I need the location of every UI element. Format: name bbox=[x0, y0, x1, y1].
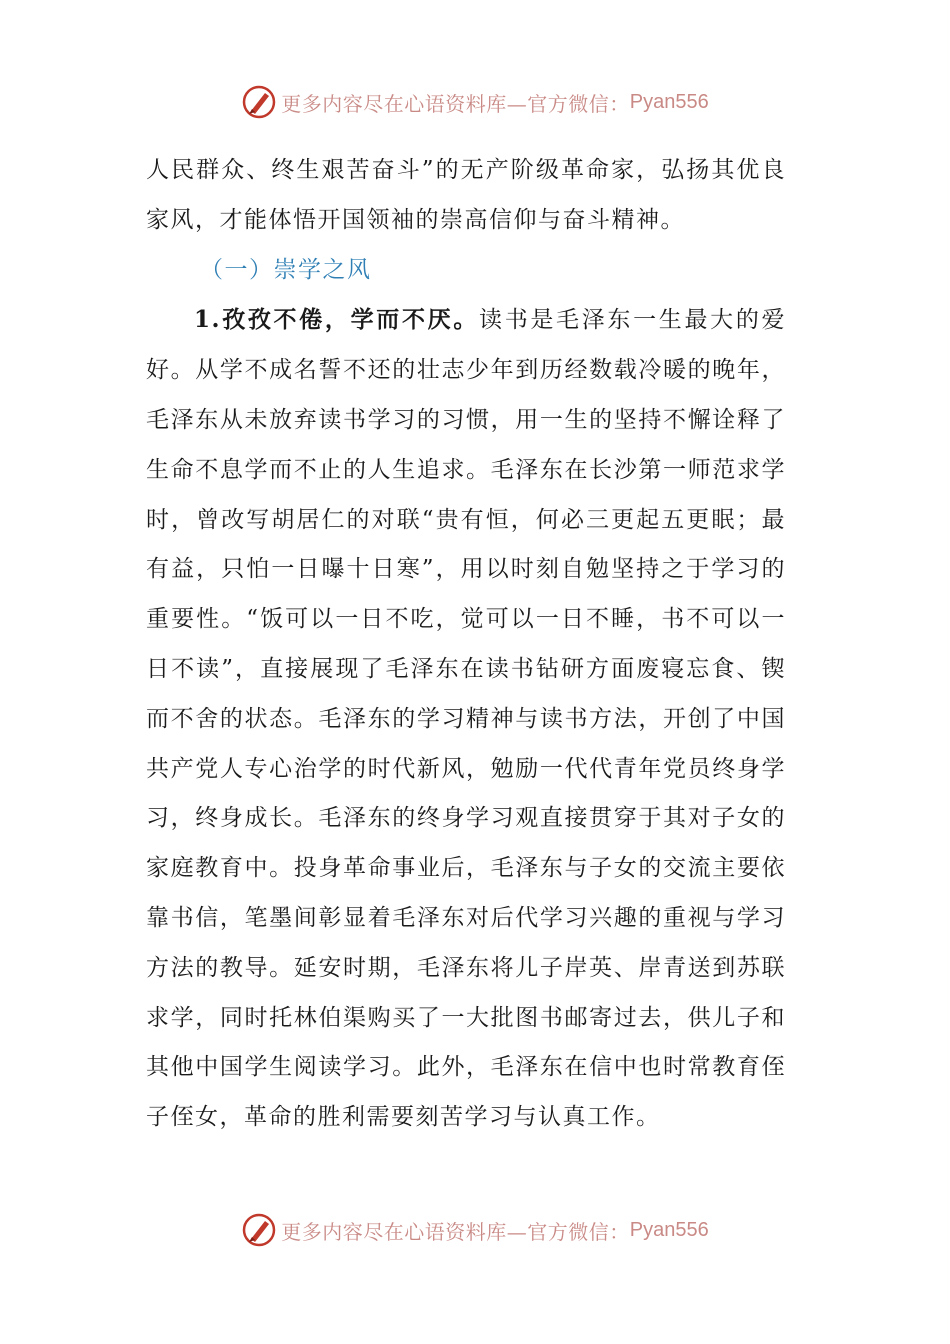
banner-wechat-id: Pyan556 bbox=[629, 1218, 709, 1241]
banner-text: 更多内容尽在心语资料库—官方微信： bbox=[281, 91, 630, 116]
paragraph-body: 读书是毛泽东一生最大的爱好。从学不成名誓不还的壮志少年到历经数载冷暖的晚年，毛泽东从未放弃读书学习的习惯，用一生的坚持不懈诠释了生命不息学而不止的人生追求。毛泽东在长沙第一师范求学时，曾改写胡居仁的对联“贵有恒，何必三更起五更眠；最有益，只怕一日曝十日寒”，用以时刻自勉坚持之于学习的重要性。“饭可以一日不吃，觉可以一日不睡，书不可以一日不读”，直接展现了毛泽东在读书钻研方面废寝忘食、锲而不舍的状态。毛泽东的学习精神与读书方法，开创了中国共产党人专心治学的时代新风，勉励一代代青年党员终身学习，终身成长。毛泽东的终身学习观直接贯穿于其对子女的家庭教育中。投身革命事业后，毛泽东与子女的交流主要依靠书信，笔墨间彰显着毛泽东对后代学习兴趣的重视与学习方法的教导。延安时期，毛泽东将儿子岸英、岸青送到苏联求学，同时托林伯渠购买了一大批图书邮寄过去，供儿子和其他中国学生阅读学习。此外，毛泽东在信中也时常教育侄子侄女，革命的胜利需要刻苦学习与认真工作。 bbox=[146, 307, 787, 1131]
paragraph-continuation: 人民群众、终生艰苦奋斗”的无产阶级革命家，弘扬其优良家风，才能体悟开国领袖的崇高信仰与奋斗精神。 bbox=[146, 157, 786, 233]
footer-banner bbox=[0, 1210, 950, 1250]
section-heading: （一）崇学之风 bbox=[200, 256, 372, 283]
pen-logo-icon bbox=[241, 84, 277, 120]
document-body bbox=[146, 146, 786, 1143]
banner-wechat-id: Pyan556 bbox=[629, 90, 709, 113]
paragraph-lead: 1.孜孜不倦，学而不厌。 bbox=[194, 306, 480, 334]
pen-logo-icon bbox=[241, 1212, 277, 1248]
paragraph-study bbox=[146, 295, 786, 1143]
banner-text: 更多内容尽在心语资料库—官方微信： bbox=[281, 1219, 630, 1244]
header-banner bbox=[0, 82, 950, 122]
